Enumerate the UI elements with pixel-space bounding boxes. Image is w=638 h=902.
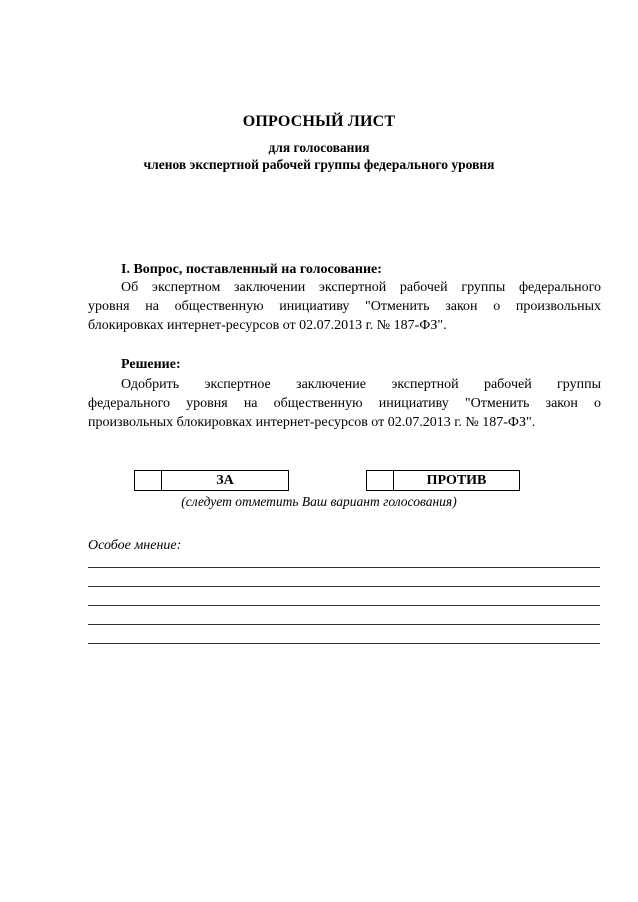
opinion-writing-line[interactable]: [88, 567, 600, 568]
opinion-writing-line[interactable]: [88, 643, 600, 644]
decision-line: федерального уровня на общественную инициативу "Отменить закон о: [88, 396, 601, 411]
opinion-writing-line[interactable]: [88, 586, 600, 587]
subtitle-line-1: для голосования: [268, 140, 370, 155]
vote-for-label: ЗА: [216, 473, 234, 488]
subtitle-line-2: членов экспертной рабочей группы федерального уровня: [143, 157, 495, 172]
page-title: ОПРОСНЫЙ ЛИСТ: [242, 113, 396, 130]
vote-against-option[interactable]: [366, 470, 520, 491]
opinion-writing-line[interactable]: [88, 624, 600, 625]
vote-hint: (следует отметить Ваш вариант голосования): [181, 494, 457, 509]
vote-for-option[interactable]: [134, 470, 289, 491]
special-opinion-label: Особое мнение:: [88, 538, 182, 553]
opinion-writing-line[interactable]: [88, 605, 600, 606]
decision-heading: Решение:: [121, 357, 181, 372]
question-text: [88, 278, 601, 335]
decision-line: произвольных блокировках интернет-ресурсов от 02.07.2013 г. № 187-ФЗ".: [88, 415, 536, 430]
question-line: блокировках интернет-ресурсов от 02.07.2013 г. № 187-ФЗ".: [88, 318, 447, 333]
vote-for-checkbox[interactable]: [135, 471, 162, 490]
question-heading: I. Вопрос, поставленный на голосование:: [121, 262, 382, 277]
decision-line: Одобрить экспертное заключение экспертной рабочей группы: [121, 377, 601, 392]
vote-against-label: ПРОТИВ: [426, 473, 487, 488]
vote-against-checkbox[interactable]: [367, 471, 394, 490]
question-line: уровня на общественную инициативу "Отменить закон о произвольных: [88, 299, 601, 314]
decision-text: [88, 375, 601, 432]
question-line: Об экспертном заключении экспертной рабочей группы федерального: [121, 280, 601, 295]
